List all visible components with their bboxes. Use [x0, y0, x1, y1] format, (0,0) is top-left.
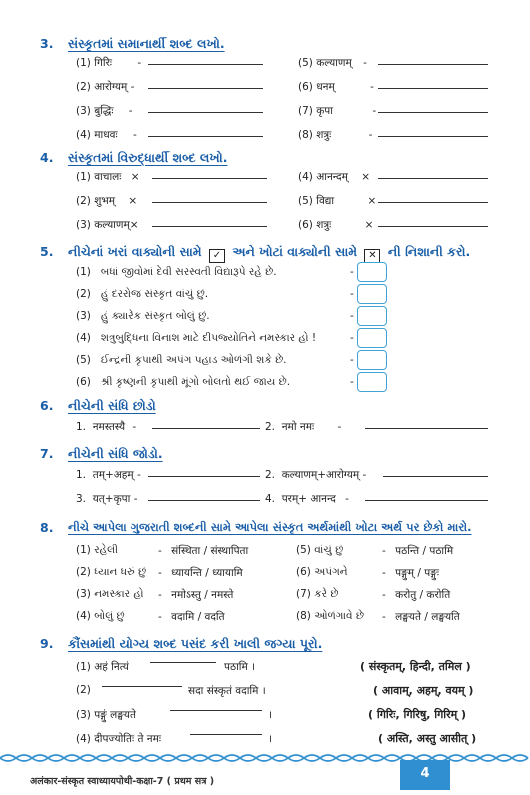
q5-dash: -	[350, 376, 354, 388]
q4-item: (3) कल्याणम्×	[76, 219, 139, 231]
answer-line[interactable]	[148, 136, 263, 137]
q8-item: (6) અપંગને	[296, 566, 348, 578]
answer-line[interactable]	[378, 178, 488, 179]
question-title: નીચેની સંધિ છોડો	[68, 398, 156, 413]
answer-line[interactable]	[365, 428, 488, 429]
q9-item: (2)	[76, 684, 91, 696]
q8-item: (8) ઓળંગાવે છે	[296, 610, 364, 622]
q8-item: (1) રહેલી	[76, 544, 119, 556]
blank-line[interactable]	[102, 686, 182, 687]
q4-item: (6) शत्रुः ×	[298, 219, 374, 231]
blank-line[interactable]	[190, 734, 262, 735]
answer-line[interactable]	[148, 112, 263, 113]
page-number: 4	[420, 766, 430, 781]
q9-options: ( गिरिः, गिरिषु, गिरिम् )	[368, 708, 467, 721]
question-number: 7.	[40, 446, 54, 461]
cross-box-icon: ✕	[364, 249, 380, 263]
q9-suffix: ।	[268, 733, 272, 745]
q9-suffix: ।	[268, 709, 272, 721]
q5-item: (5) ઈન્દ્રની કૃપાથી અપંગ પહાડ ઓળંગી શકે છે.	[76, 354, 287, 366]
q5-dash: -	[350, 288, 354, 300]
question-number: 3.	[40, 36, 54, 51]
blank-line[interactable]	[170, 710, 262, 711]
q3-item: (5) कल्याणम् -	[298, 57, 367, 69]
answer-box[interactable]	[357, 350, 387, 370]
page-number-badge	[400, 760, 450, 790]
q4-item: (4) आनन्दम् ×	[298, 171, 371, 183]
q7-item: 1. तम्+अहम् -	[76, 469, 141, 481]
q6-item: 2. नमो नमः -	[265, 421, 342, 433]
q9-item: (4) दीपज्योतिः ते नमः	[76, 733, 162, 745]
q5-item: (6) શ્રી કૃષ્ણની કૃપાથી મૂંગો બોલતો થઈ જાય છે.	[76, 376, 291, 388]
q5-item: (4) શત્રુબુદ્ધિના વિનાશ માટે દીપજ્યોતિને નમસ્કાર હો !	[76, 332, 317, 344]
q9-item: (3) पङ्गुं लङ्घयते	[76, 709, 137, 721]
answer-line[interactable]	[378, 202, 488, 203]
answer-line[interactable]	[378, 226, 488, 227]
q9-options: ( संस्कृतम्, हिन्दी, तमिल )	[360, 660, 471, 673]
q8-options[interactable]: - लङ्घयते / लङ्घयति	[382, 611, 460, 623]
q3-item: (3) बुद्धिः -	[76, 105, 133, 117]
answer-line[interactable]	[152, 226, 267, 227]
q7-item: 3. यत्+कृपा -	[76, 493, 138, 505]
q8-item: (3) નમસ્કાર હો	[76, 588, 144, 600]
answer-line[interactable]	[383, 476, 488, 477]
q8-options[interactable]: - पङ्गुम् / पङ्गुः	[382, 567, 439, 579]
q8-item: (7) કરે છે	[296, 588, 339, 600]
footer-book-title: अलंकार-संस्कृत स्वाध्यायपोथी-कक्षा-7 ( प्रथम सत्र )	[30, 776, 215, 787]
tick-box-icon: ✓	[209, 249, 225, 263]
answer-line[interactable]	[152, 178, 267, 179]
q5-item: (2) હું દરરોજ સંસ્કૃત વાંચું છું.	[76, 288, 209, 300]
q8-item: (4) બોલું છું	[76, 610, 125, 622]
question-title: નીચે આપેલા ગુજરાતી શબ્દની સામે આપેલા સંસ્કૃત અર્થમાંથી ખોટા અર્થ પર છેકો મારો.	[68, 520, 472, 534]
q8-item: (2) ધ્યાન ધરું છું	[76, 566, 147, 578]
question-number: 4.	[40, 150, 54, 165]
q9-options: ( आवाम्, अहम्, वयम् )	[373, 684, 474, 697]
q5-dash: -	[350, 332, 354, 344]
q9-suffix: पठामि ।	[224, 661, 256, 673]
q3-item: (7) कृपा -	[298, 105, 377, 117]
q4-item: (5) विद्या ×	[298, 195, 377, 207]
question-title: સંસ્કૃતમાં સમાનાર્થી શબ્દ લખો.	[68, 36, 225, 51]
q3-item: (1) गिरिः -	[76, 57, 142, 69]
q7-item: 2. कल्याणम्+आरोग्यम् -	[265, 469, 367, 481]
answer-line[interactable]	[152, 202, 267, 203]
answer-line[interactable]	[148, 88, 263, 89]
wave-border-icon	[0, 752, 530, 764]
q3-item: (4) माधवः -	[76, 129, 137, 141]
answer-box[interactable]	[357, 372, 387, 392]
answer-line[interactable]	[378, 136, 488, 137]
answer-line[interactable]	[152, 428, 260, 429]
q5-item: (3) હું ક્યારેક સંસ્કૃત બોલું છું.	[76, 310, 210, 322]
page-footer	[0, 752, 530, 795]
q8-options[interactable]: - वदामि / वदति	[158, 611, 225, 623]
q5-item: (1) બધાં જીવોમાં દેવી સરસ્વતી વિદ્યારૂપે રહે છે.	[76, 266, 277, 278]
answer-line[interactable]	[148, 476, 260, 477]
answer-box[interactable]	[357, 262, 387, 282]
answer-line[interactable]	[365, 500, 488, 501]
q5-dash: -	[350, 354, 354, 366]
q5-dash: -	[350, 310, 354, 322]
answer-line[interactable]	[378, 64, 488, 65]
question-number: 8.	[40, 520, 54, 535]
q4-item: (2) शुभम् ×	[76, 195, 138, 207]
question-number: 5.	[40, 244, 54, 259]
question-number: 6.	[40, 398, 54, 413]
q9-suffix: सदा संस्कृतं वदामि ।	[188, 685, 266, 697]
question-title: નીચેની સંધિ જોડો.	[68, 446, 163, 461]
question-title: કૌંસમાંથી યોગ્ય શબ્દ પસંદ કરી ખાલી જગ્યા પૂરો.	[68, 636, 323, 651]
blank-line[interactable]	[150, 662, 216, 663]
q8-options[interactable]: - संस्थिता / संस्थापिता	[158, 545, 249, 557]
answer-line[interactable]	[378, 88, 488, 89]
answer-box[interactable]	[357, 284, 387, 304]
q5-dash: -	[350, 266, 354, 278]
answer-box[interactable]	[357, 306, 387, 326]
question-number: 9.	[40, 636, 54, 651]
q3-item: (2) आरोग्यम् -	[76, 81, 135, 93]
q3-item: (8) शत्रुः -	[298, 129, 373, 141]
q9-options: ( अस्ति, अस्तु आसीत् )	[378, 732, 477, 745]
q3-item: (6) धनम् -	[298, 81, 374, 93]
q7-item: 4. परम्+ आनन्द -	[265, 493, 349, 505]
q8-options[interactable]: - करोतु / करोति	[382, 589, 451, 601]
q8-options[interactable]: - नमोऽस्तु / नमस्ते	[158, 589, 234, 601]
q9-item: (1) अहं नित्यं	[76, 661, 129, 673]
q8-options[interactable]: - पठन्ति / पठामि	[382, 545, 454, 557]
answer-line[interactable]	[148, 500, 260, 501]
question-title: નીચેનાં ખરાં વાક્યોની સામે ✓ અને ખોટાં વાક્યોની સામે ✕ ની નિશાની કરો.	[68, 244, 471, 261]
answer-line[interactable]	[378, 112, 488, 113]
q8-item: (5) વાંચું છું	[296, 544, 344, 556]
answer-box[interactable]	[357, 328, 387, 348]
answer-line[interactable]	[148, 64, 263, 65]
question-title: સંસ્કૃતમાં વિરુદ્ધાર્થી શબ્દ લખો.	[68, 150, 228, 165]
q4-item: (1) वाचालः ×	[76, 171, 140, 183]
q6-item: 1. नमस्तस्यै -	[76, 421, 137, 433]
q8-options[interactable]: - ध्यायन्ति / ध्यायामि	[158, 567, 243, 579]
